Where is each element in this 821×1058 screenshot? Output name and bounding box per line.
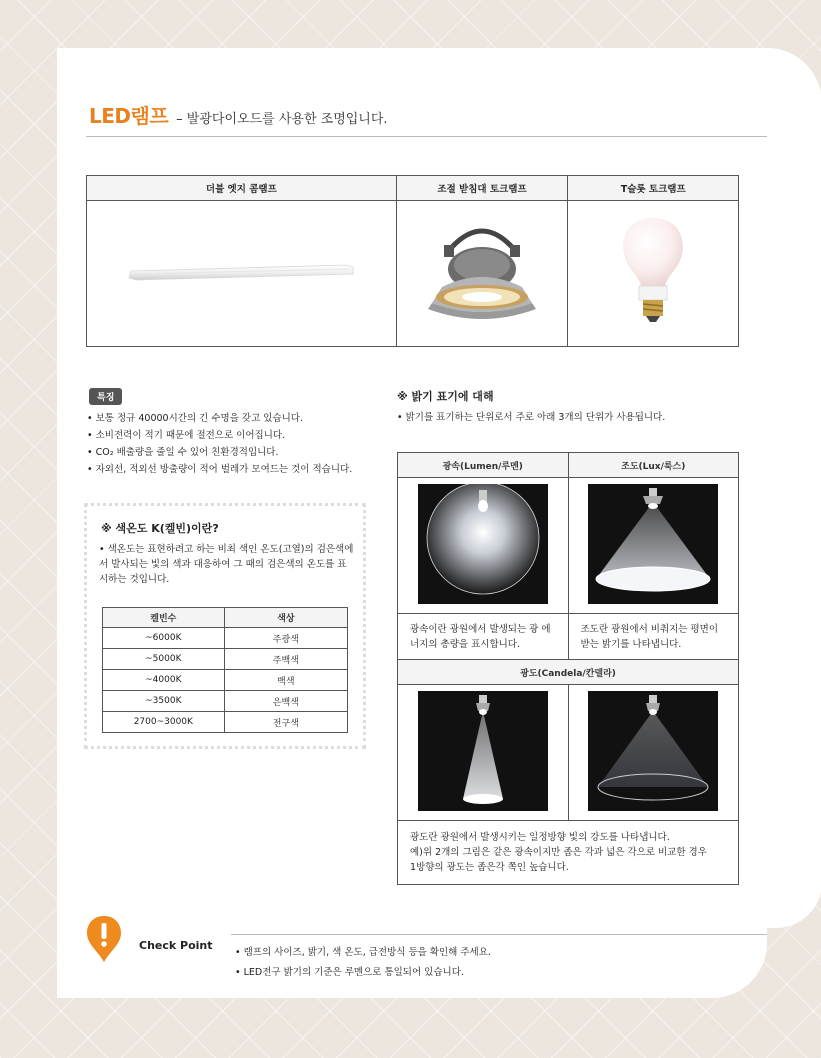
list-item: • 소비전력이 적기 때문에 절전으로 이어집니다. xyxy=(87,427,352,444)
lux-image xyxy=(568,478,739,614)
table-row xyxy=(103,691,348,712)
brightness-table xyxy=(397,452,739,885)
candela-text xyxy=(398,821,739,885)
kelvin-cell: ~6000K xyxy=(103,628,225,649)
check-point-label: Check Point xyxy=(139,939,213,952)
color-temperature-box xyxy=(84,503,366,749)
table-row xyxy=(103,712,348,733)
exclamation-icon xyxy=(85,914,123,964)
color-header: 색상 xyxy=(224,608,347,628)
lamp-header-double-edge: 더블 엣지 콤램프 xyxy=(87,176,397,201)
list-item: • 자외선, 적외선 방출량이 적어 벌레가 모여드는 것이 적습니다. xyxy=(87,461,352,478)
lumen-image xyxy=(398,478,569,614)
color-cell: 은백색 xyxy=(224,691,347,712)
lux-text: 조도란 광원에서 비춰지는 평면이 받는 밝기를 나타냅니다. xyxy=(568,614,739,660)
kelvin-cell: ~5000K xyxy=(103,649,225,670)
lamp-header-adjustable: 조절 받침대 토크램프 xyxy=(396,176,568,201)
lumen-text: 광속이란 광원에서 발생되는 광 에너지의 총량을 표시합니다. xyxy=(398,614,569,660)
kelvin-cell: 2700~3000K xyxy=(103,712,225,733)
candela-text-line: 광도란 광원에서 발생시키는 일정방향 빛의 강도를 나타냅니다. xyxy=(410,832,670,843)
title-main: LED램프 xyxy=(89,104,169,128)
table-row xyxy=(103,649,348,670)
features-list xyxy=(87,410,352,478)
table-row xyxy=(103,670,348,691)
table-row xyxy=(103,628,348,649)
highbay-lamp-image xyxy=(396,201,568,347)
brightness-desc: • 밝기를 표기하는 단위로서 주로 아래 3개의 단위가 사용됩니다. xyxy=(397,412,666,423)
color-temperature-text: • 색온도는 표현하려고 하는 비최 색인 온도(고열)의 검은색에서 발사되는 빛의 색과 대응하여 그 때의 검은색의 온도를 표시하는 것입니다. xyxy=(99,544,354,585)
tube-lamp-image xyxy=(87,201,397,347)
lamp-header-tslot: T슬롯 토크램프 xyxy=(568,176,739,201)
lux-header: 조도(Lux/룩스) xyxy=(568,453,739,478)
bulb-lamp-image xyxy=(568,201,739,347)
page-title xyxy=(89,100,388,129)
page-sheet xyxy=(57,48,767,998)
list-item: • CO₂ 배출량을 줄일 수 있어 친환경적입니다. xyxy=(87,444,352,461)
title-divider xyxy=(86,136,767,137)
check-point-divider xyxy=(231,934,767,935)
lumen-header: 광속(Lumen/루멘) xyxy=(398,453,569,478)
color-temperature-title: ※ 색온도 K(켈빈)이란? xyxy=(101,522,219,535)
candela-header: 광도(Candela/칸델라) xyxy=(398,660,739,685)
kelvin-cell: ~4000K xyxy=(103,670,225,691)
list-item: • LED전구 밝기의 기준은 루멘으로 통일되어 있습니다. xyxy=(235,963,491,983)
list-item: • 보통 정규 40000시간의 긴 수명을 갖고 있습니다. xyxy=(87,410,352,427)
kelvin-cell: ~3500K xyxy=(103,691,225,712)
features-badge: 특징 xyxy=(89,388,122,405)
kelvin-table xyxy=(102,607,348,733)
kelvin-header: 켈빈수 xyxy=(103,608,225,628)
candela-text-line: 예)위 2개의 그림은 같은 광속이지만 좁은 각과 넓은 각으로 비교한 경우 xyxy=(410,847,707,858)
color-cell: 주백색 xyxy=(224,649,347,670)
color-cell: 백색 xyxy=(224,670,347,691)
candela-narrow-image xyxy=(398,685,569,821)
candela-text-line: 1방향의 광도는 좁은각 쪽인 높습니다. xyxy=(410,862,569,873)
check-point-list xyxy=(235,943,491,983)
color-cell: 전구색 xyxy=(224,712,347,733)
lamp-table xyxy=(86,175,739,347)
list-item: • 램프의 사이즈, 밝기, 색 온도, 급전방식 등을 확인해 주세요. xyxy=(235,943,491,963)
candela-wide-image xyxy=(568,685,739,821)
title-subtitle: – 발광다이오드를 사용한 조명입니다. xyxy=(176,112,388,127)
brightness-title: ※ 밝기 표기에 대해 xyxy=(397,390,494,403)
color-cell: 주광색 xyxy=(224,628,347,649)
